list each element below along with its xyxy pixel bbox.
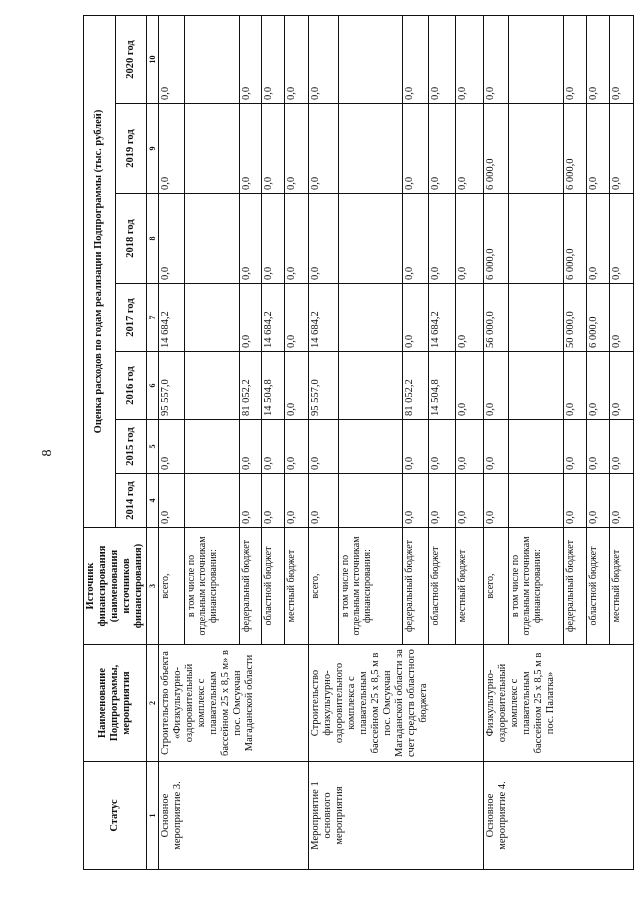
column-number: 4: [147, 474, 159, 528]
value-cell: 0,0: [403, 194, 429, 284]
source-federal: федеральный бюджет: [239, 528, 262, 645]
value-cell: 0,0: [609, 352, 633, 420]
header-year: 2017 год: [115, 284, 147, 352]
header-year: 2019 год: [115, 104, 147, 194]
value-cell: 0,0: [587, 474, 610, 528]
value-cell: 81 052,2: [403, 352, 429, 420]
value-cell: 14 504,8: [429, 352, 455, 420]
source-total: всего,: [159, 528, 185, 645]
value-cell: 0,0: [587, 104, 610, 194]
source-total: всего,: [309, 528, 339, 645]
value-cell: 0,0: [609, 15, 633, 103]
source-regional: областной бюджет: [587, 528, 610, 645]
name-cell: Строительство объекта «Физкультурно-оздоровительный комплекс с плавательным бассейном 25 х 8,5 м» в пос. Омсукчан Магаданской области: [159, 645, 309, 762]
value-cell: 0,0: [159, 15, 185, 103]
value-cell: 0,0: [159, 420, 185, 474]
source-local: местный бюджет: [455, 528, 483, 645]
value-cell: 0,0: [564, 352, 587, 420]
table-row-total: [309, 15, 339, 869]
value-cell: 6 000,0: [483, 104, 509, 194]
value-cell: 0,0: [455, 104, 483, 194]
column-number: 5: [147, 420, 159, 474]
value-cell: 50 000,0: [564, 284, 587, 352]
value-cell: 0,0: [455, 352, 483, 420]
source-total: всего,: [483, 528, 509, 645]
source-federal: федеральный бюджет: [564, 528, 587, 645]
value-cell: 0,0: [262, 104, 285, 194]
column-number: 2: [147, 645, 159, 762]
value-cell: 6 000,0: [483, 194, 509, 284]
value-cell: 0,0: [609, 420, 633, 474]
column-number: 9: [147, 104, 159, 194]
name-cell: Строительство физкультурно-оздоровительного комплекса с плавательным бассейном 25 х 8,5 м в пос. Омсукчан Магаданской области за счет средств областного бюджета: [309, 645, 483, 762]
value-cell: 0,0: [429, 15, 455, 103]
value-cell: 0,0: [309, 15, 339, 103]
value-cell: 0,0: [587, 420, 610, 474]
value-cell: 0,0: [564, 15, 587, 103]
value-cell: 95 557,0: [309, 352, 339, 420]
financing-table: [83, 15, 634, 870]
value-cell: 95 557,0: [159, 352, 185, 420]
value-cell: 0,0: [403, 474, 429, 528]
header-year: 2018 год: [115, 194, 147, 284]
source-including: в том числе по отдельным источникам финансирования:: [338, 528, 402, 645]
value-cell: 0,0: [429, 474, 455, 528]
value-cell: 0,0: [285, 194, 309, 284]
table-row-total: [159, 15, 185, 869]
value-cell: 0,0: [285, 420, 309, 474]
column-number: 8: [147, 194, 159, 284]
value-cell: 0,0: [564, 474, 587, 528]
value-cell: 0,0: [285, 104, 309, 194]
value-cell: 56 000,0: [483, 284, 509, 352]
value-cell: 0,0: [483, 15, 509, 103]
value-cell: 6 000,0: [587, 284, 610, 352]
header-year: 2014 год: [115, 474, 147, 528]
status-cell: Основное мероприятие 4.: [483, 762, 633, 870]
header-name: Наименование Подпрограммы, мероприятия: [84, 645, 147, 762]
value-cell: 0,0: [159, 194, 185, 284]
column-number: 10: [147, 15, 159, 103]
value-cell: 0,0: [403, 104, 429, 194]
value-cell: 6 000,0: [564, 194, 587, 284]
value-cell: 0,0: [455, 194, 483, 284]
value-cell: 14 504,8: [262, 352, 285, 420]
source-including: в том числе по отдельным источникам финансирования:: [509, 528, 564, 645]
value-cell: 0,0: [403, 420, 429, 474]
value-cell: 0,0: [429, 104, 455, 194]
column-number: 6: [147, 352, 159, 420]
value-cell: 0,0: [285, 284, 309, 352]
value-cell: 0,0: [587, 352, 610, 420]
value-cell: 14 684,2: [309, 284, 339, 352]
value-cell: 0,0: [239, 284, 262, 352]
value-cell: 0,0: [285, 15, 309, 103]
source-local: местный бюджет: [285, 528, 309, 645]
value-cell: 0,0: [483, 352, 509, 420]
value-cell: 0,0: [455, 420, 483, 474]
header-year: 2016 год: [115, 352, 147, 420]
value-cell: 0,0: [159, 474, 185, 528]
source-local: местный бюджет: [609, 528, 633, 645]
value-cell: 0,0: [309, 194, 339, 284]
value-cell: 0,0: [483, 420, 509, 474]
source-including: в том числе по отдельным источникам финансирования:: [184, 528, 239, 645]
value-cell: 0,0: [609, 284, 633, 352]
value-cell: 14 684,2: [262, 284, 285, 352]
value-cell: 14 684,2: [159, 284, 185, 352]
column-number-row: [147, 15, 159, 869]
value-cell: 14 684,2: [429, 284, 455, 352]
source-federal: федеральный бюджет: [403, 528, 429, 645]
value-cell: 0,0: [403, 15, 429, 103]
column-number: 3: [147, 528, 159, 645]
value-cell: 0,0: [309, 420, 339, 474]
header-status: Статус: [84, 762, 147, 870]
value-cell: 0,0: [587, 15, 610, 103]
value-cell: 6 000,0: [564, 104, 587, 194]
value-cell: 0,0: [429, 194, 455, 284]
value-cell: 0,0: [483, 474, 509, 528]
header-source: Источник финансирования (наименования источников финансирования): [84, 528, 147, 645]
value-cell: 0,0: [262, 420, 285, 474]
status-cell: Мероприятие 1 основного мероприятия: [309, 762, 483, 870]
value-cell: 0,0: [429, 420, 455, 474]
table-row-total: [483, 15, 509, 869]
value-cell: 0,0: [309, 104, 339, 194]
value-cell: 0,0: [239, 474, 262, 528]
value-cell: 0,0: [262, 474, 285, 528]
value-cell: 0,0: [455, 284, 483, 352]
value-cell: 0,0: [239, 194, 262, 284]
value-cell: 0,0: [262, 194, 285, 284]
value-cell: 0,0: [609, 474, 633, 528]
column-number: 7: [147, 284, 159, 352]
source-regional: областной бюджет: [262, 528, 285, 645]
value-cell: 0,0: [455, 474, 483, 528]
value-cell: 0,0: [609, 104, 633, 194]
value-cell: 81 052,2: [239, 352, 262, 420]
source-regional: областной бюджет: [429, 528, 455, 645]
value-cell: 0,0: [285, 352, 309, 420]
value-cell: 0,0: [285, 474, 309, 528]
rotated-table-wrapper: [83, 16, 622, 870]
value-cell: 0,0: [455, 15, 483, 103]
header-row-1: [84, 15, 116, 869]
status-cell: Основное мероприятие 3.: [159, 762, 309, 870]
value-cell: 0,0: [262, 15, 285, 103]
value-cell: 0,0: [239, 420, 262, 474]
header-estimate: Оценка расходов по годам реализации Подпрограммы (тыс. рублей): [84, 15, 116, 527]
value-cell: 0,0: [159, 104, 185, 194]
name-cell: Физкультурно-оздоровительный комплекс с плавательным бассейном 25 х 8,5 м в пос. Палатка»: [483, 645, 633, 762]
column-number: 1: [147, 762, 159, 870]
value-cell: 0,0: [587, 194, 610, 284]
page-number: 8: [40, 449, 55, 457]
value-cell: 0,0: [239, 104, 262, 194]
value-cell: 0,0: [403, 284, 429, 352]
value-cell: 0,0: [609, 194, 633, 284]
value-cell: 0,0: [239, 15, 262, 103]
header-year: 2020 год: [115, 15, 147, 103]
header-year: 2015 год: [115, 420, 147, 474]
value-cell: 0,0: [564, 420, 587, 474]
value-cell: 0,0: [309, 474, 339, 528]
